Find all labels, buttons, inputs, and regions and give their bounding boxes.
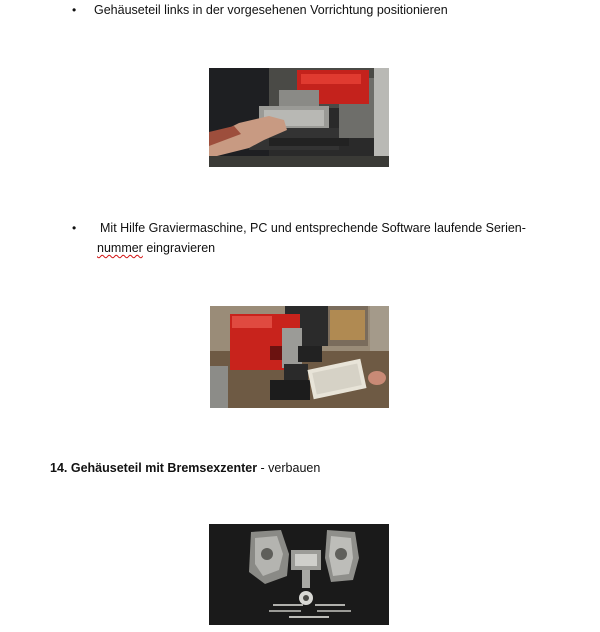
- bullet-item-engraving: [72, 219, 572, 257]
- heading-rest-text: - verbauen: [257, 461, 321, 475]
- photo-parts: [209, 524, 389, 625]
- heading-bold-text: Gehäuseteil mit Bremsexzenter: [70, 461, 258, 475]
- photo-positioning: [209, 68, 389, 167]
- bullet-text-line2-rest: eingravieren: [142, 241, 216, 255]
- bullet-item-positioning: [72, 1, 572, 19]
- spellcheck-word: nummer: [97, 241, 143, 255]
- bullet-text-line2: [97, 239, 215, 257]
- heading-number: 14.: [50, 461, 68, 475]
- bullet-marker: •: [72, 3, 77, 17]
- section-heading: [50, 459, 320, 477]
- photo-engraving: [210, 306, 389, 408]
- bullet-marker: •: [72, 221, 77, 235]
- bullet-text: Gehäuseteil links in der vorgesehenen Vorrichtung positionieren: [94, 3, 448, 17]
- bullet-text-line1: Mit Hilfe Graviermaschine, PC und entsprechende Software laufende Serien-: [100, 221, 526, 235]
